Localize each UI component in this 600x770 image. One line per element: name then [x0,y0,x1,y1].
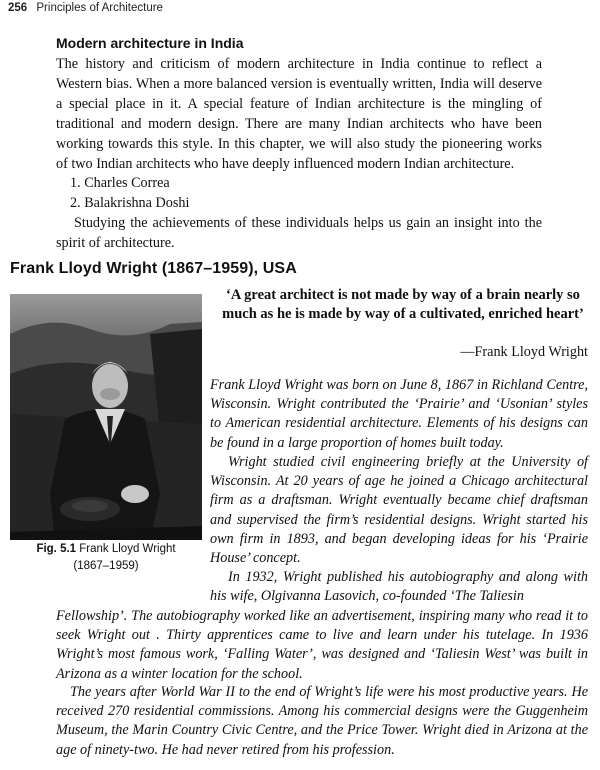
wright-para-fellowship: Fellowship’. The autobiography worked like an advertisement, inspiring many who read it to seek Wright out . Thirty apprentices came to live and learn under his tutelage. In 1936 Wright’s most famous work, ‘Falling Water’, was designed and ‘Taliesin West’ was built in Arizona as a winter location for the school. [56,608,588,682]
portrait-image [10,294,202,540]
closing-paragraph: Studying the achievements of these individuals helps us gain an insight into the spirit of architecture. [56,215,542,251]
intro-paragraph: The history and criticism of modern architecture in India continue to reflect a Western bias. When a more balanced version is eventually written, India will deserve a special place in it. A special feature of Indian architecture is the mingling of traditional and modern design. There are many Indian architects who have been working towards this style. In this chapter, we will also study the pioneering works of two Indian architects who have deeply influenced modern Indian architecture. [56,56,542,172]
wright-para-career: Wright studied civil engineering briefly at the University of Wisconsin. At 20 years of age he joined a Chicago architectural firm as a draftsman. Wright eventually became chief draftsman and supervised the firm’s residential designs. Wright started his own firm in 1893, and began developing ideas for his ‘Prairie House’ concept. [210,454,588,567]
figure-caption-line2: (1867–1959) [73,560,139,572]
wright-heading: Frank Lloyd Wright (1867–1959), USA [10,260,297,277]
figure-caption [10,541,202,575]
quote-attribution: —Frank Lloyd Wright [460,344,588,360]
list-item: 1. Charles Correa [70,175,170,191]
wright-para-autobiography: In 1932, Wright published his autobiography and along with his wife, Olgivanna Lasovich, co-founded ‘The Taliesin [210,569,588,605]
wright-quote: ‘A great architect is not made by way of a brain nearly so much as he is made by way of a cultivated, enriched heart’ [222,287,584,322]
figure-label: Fig. 5.1 [36,543,77,555]
wright-para-birth: Frank Lloyd Wright was born on June 8, 1867 in Richland Centre, Wisconsin. Wright contributed the ‘Prairie’ and ‘Usonian’ styles to American residential architecture. Elements of his designs can be found in a large proportion of homes built today. [210,377,588,451]
architect-list [70,173,189,213]
running-header [8,2,163,14]
wright-photo [10,294,202,540]
wright-para-later-years: The years after World War II to the end of Wright’s life were his most productive years. He received 270 residential commissions. Among his commercial designs were the Guggenheim Museum, the Marin Country Civic Centre, and the Price Tower. Wright died in Arizona at the age of ninety-two. He had never retired from his profession. [56,684,588,758]
figure-caption-line1: Frank Lloyd Wright [79,543,176,555]
page-number: 256 [8,2,28,14]
section-heading: Modern architecture in India [56,35,244,51]
book-title: Principles of Architecture [36,2,163,14]
list-item: 2. Balakrishna Doshi [70,195,190,211]
